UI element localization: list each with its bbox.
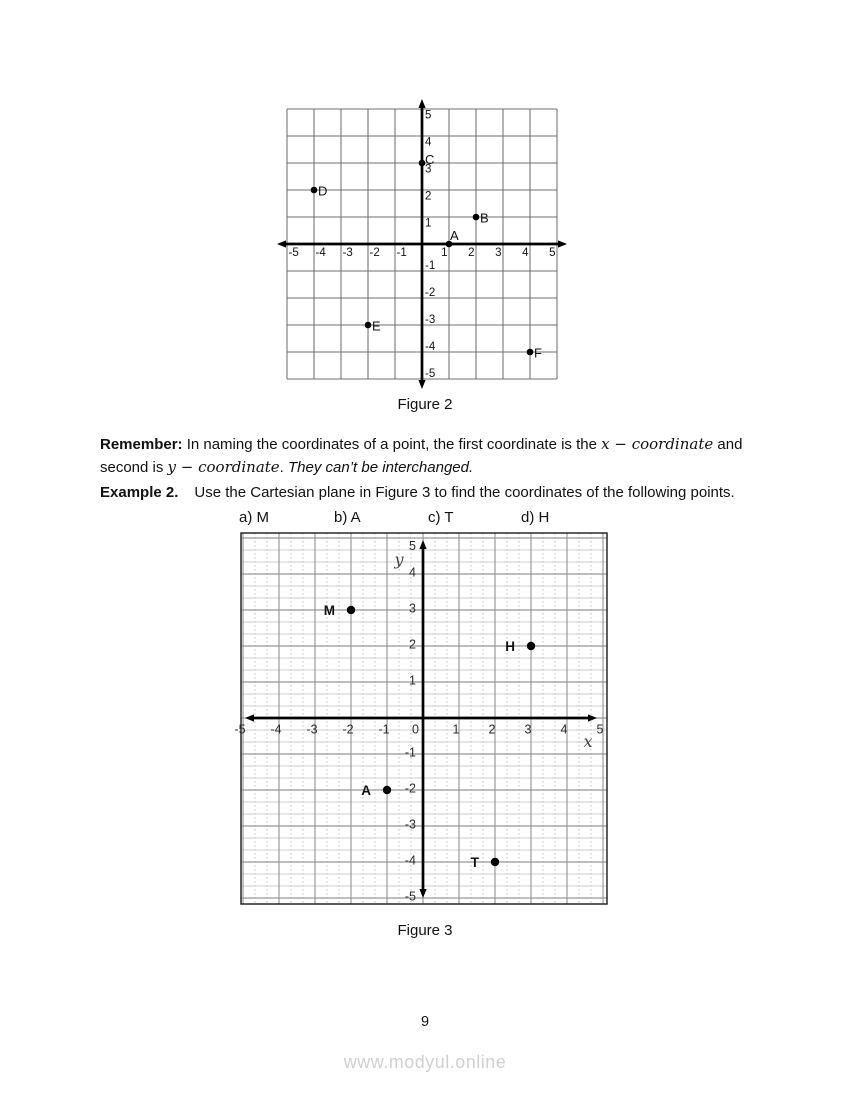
svg-text:-2: -2 — [404, 781, 416, 796]
example-2-line — [100, 482, 800, 504]
example-2-text: Use the Cartesian plane in Figure 3 to find the coordinates of the following points. — [194, 484, 735, 501]
svg-text:3: 3 — [409, 601, 416, 616]
svg-text:-3: -3 — [404, 817, 416, 832]
svg-text:-4: -4 — [315, 247, 326, 259]
example-2-options — [100, 507, 800, 527]
math-x-coordinate: x − coordinate — [601, 435, 714, 453]
svg-text:3: 3 — [425, 163, 432, 176]
svg-text:-5: -5 — [288, 247, 299, 259]
remember-note — [100, 433, 780, 479]
svg-text:1: 1 — [452, 722, 460, 737]
svg-text:-3: -3 — [425, 314, 436, 326]
svg-text:4: 4 — [425, 136, 432, 149]
svg-text:M: M — [323, 603, 335, 618]
svg-text:-4: -4 — [270, 722, 282, 737]
svg-text:H: H — [505, 639, 515, 654]
svg-text:-4: -4 — [404, 853, 416, 868]
example-2 — [100, 482, 800, 527]
svg-text:-5: -5 — [425, 368, 436, 380]
remember-label: Remember: — [100, 436, 183, 453]
svg-text:1: 1 — [441, 247, 448, 259]
example-2-label: Example 2. — [100, 484, 179, 501]
svg-text:-1: -1 — [404, 745, 416, 760]
math-y-coordinate: y − coordinate — [167, 458, 280, 476]
svg-text:2: 2 — [468, 247, 475, 259]
page-number: 9 — [420, 1014, 430, 1030]
svg-text:-3: -3 — [342, 247, 353, 259]
svg-text:E: E — [372, 318, 381, 334]
figure-3-caption: Figure 3 — [397, 922, 453, 939]
remember-text-2: and — [713, 436, 743, 453]
option-c: c) T — [428, 509, 454, 526]
svg-text:A: A — [361, 783, 371, 798]
svg-text:5: 5 — [425, 109, 432, 122]
svg-text:A: A — [450, 228, 459, 243]
svg-text:-1: -1 — [378, 722, 390, 737]
svg-text:2: 2 — [425, 190, 432, 203]
svg-text:-5: -5 — [404, 889, 416, 904]
svg-text:-2: -2 — [425, 287, 436, 299]
remember-text-4: . — [279, 459, 289, 476]
svg-text:-2: -2 — [369, 247, 380, 259]
remember-italic: They can’t be interchanged. — [288, 459, 474, 476]
svg-text:4: 4 — [409, 565, 416, 580]
svg-text:5: 5 — [596, 722, 604, 737]
svg-text:4: 4 — [522, 247, 529, 259]
svg-text:y: y — [394, 550, 404, 569]
svg-text:3: 3 — [524, 722, 532, 737]
option-d: d) H — [521, 509, 550, 526]
svg-text:C: C — [425, 152, 435, 167]
remember-text-1: In naming the coordinates of a point, the first coordinate is the — [182, 436, 602, 453]
svg-text:-4: -4 — [425, 341, 436, 353]
svg-text:5: 5 — [549, 247, 556, 259]
svg-text:4: 4 — [560, 722, 568, 737]
svg-text:-5: -5 — [234, 722, 246, 737]
option-a: a) M — [239, 509, 269, 526]
svg-text:1: 1 — [409, 673, 416, 688]
svg-text:3: 3 — [495, 247, 502, 259]
figure-3-plot — [234, 531, 609, 906]
figure-2-plot — [272, 94, 572, 394]
option-b: b) A — [334, 509, 361, 526]
svg-text:-3: -3 — [306, 722, 318, 737]
svg-text:2: 2 — [488, 722, 496, 737]
watermark: www.modyul.online — [343, 1052, 507, 1072]
svg-text:F: F — [534, 345, 542, 361]
figure-2-caption: Figure 2 — [397, 396, 453, 413]
svg-text:T: T — [470, 855, 479, 870]
svg-text:x: x — [583, 732, 593, 751]
svg-text:0: 0 — [412, 722, 419, 737]
svg-text:B: B — [480, 210, 489, 226]
svg-text:-1: -1 — [396, 247, 407, 259]
svg-text:2: 2 — [409, 637, 416, 652]
remember-text-3: second is — [100, 459, 168, 476]
svg-text:D: D — [318, 183, 328, 199]
svg-text:5: 5 — [409, 539, 416, 553]
svg-text:-1: -1 — [425, 260, 436, 272]
svg-text:-2: -2 — [342, 722, 354, 737]
svg-text:1: 1 — [425, 217, 432, 230]
